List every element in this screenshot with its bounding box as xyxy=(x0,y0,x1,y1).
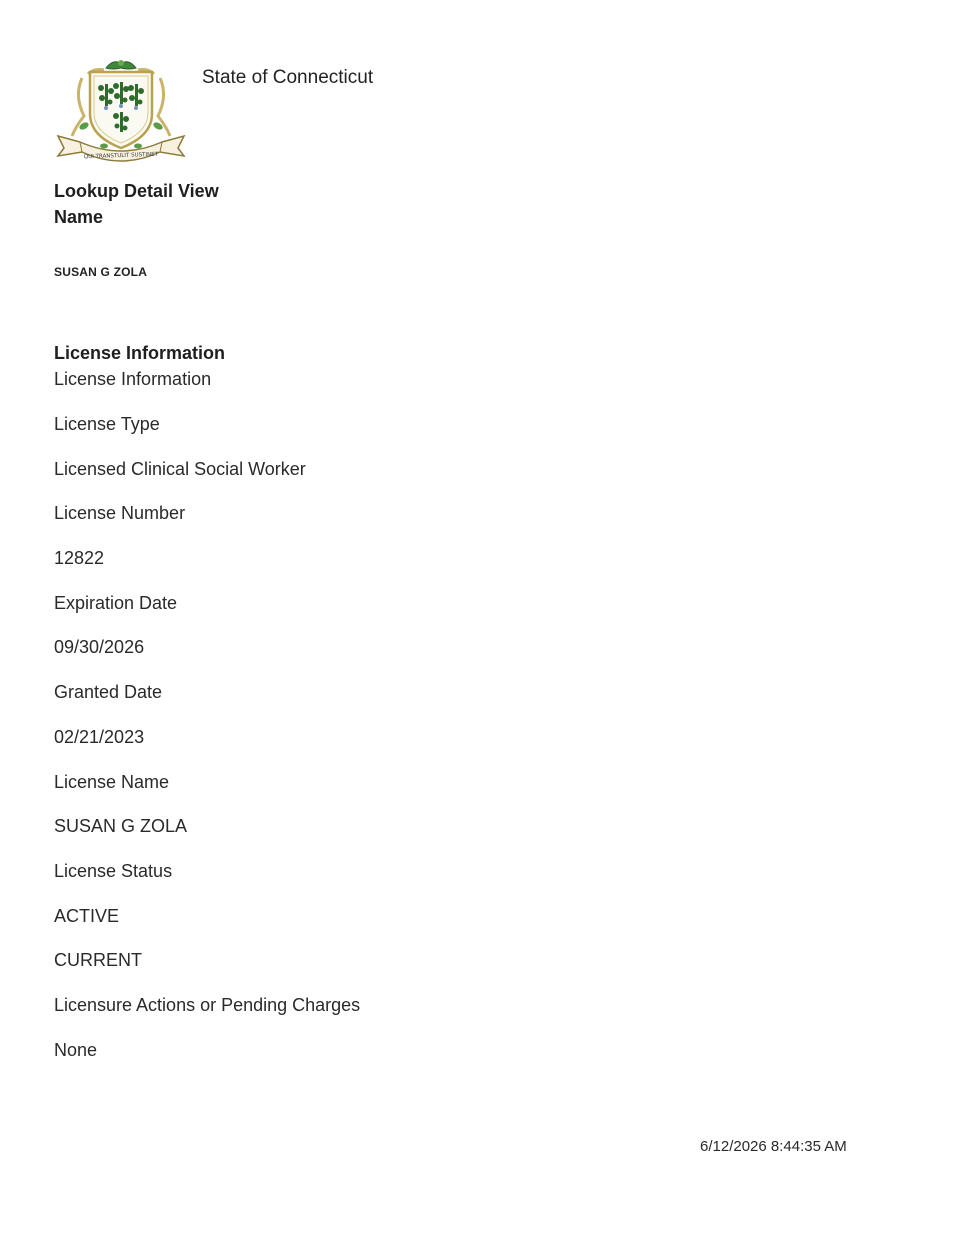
license-status-value: ACTIVE xyxy=(54,906,120,926)
name-heading: Name xyxy=(54,207,104,227)
license-number-label: License Number xyxy=(54,503,186,523)
licensure-actions-value: None xyxy=(54,1040,98,1060)
license-number-value: 12822 xyxy=(54,548,105,568)
license-section-subheading: License Information xyxy=(54,369,212,389)
print-timestamp: 6/12/2026 8:44:35 AM xyxy=(700,1138,847,1155)
page-title: Lookup Detail View xyxy=(54,181,219,201)
license-type-label: License Type xyxy=(54,414,160,434)
license-name-value: SUSAN G ZOLA xyxy=(54,816,188,836)
granted-date-label: Granted Date xyxy=(54,682,163,702)
license-type-value: Licensed Clinical Social Worker xyxy=(54,459,306,479)
state-seal-logo xyxy=(54,56,188,168)
license-status-label: License Status xyxy=(54,861,173,881)
expiration-date-label: Expiration Date xyxy=(54,593,178,613)
granted-date-value: 02/21/2023 xyxy=(54,727,145,747)
seal-motto-text: QUI TRANSTULIT SUSTINET xyxy=(83,151,159,161)
licensure-actions-label: Licensure Actions or Pending Charges xyxy=(54,995,361,1015)
license-substatus-value: CURRENT xyxy=(54,950,142,970)
name-value: SUSAN G ZOLA xyxy=(54,265,148,279)
license-name-label: License Name xyxy=(54,772,170,792)
expiration-date-value: 09/30/2026 xyxy=(54,637,145,657)
state-name: State of Connecticut xyxy=(202,67,374,88)
license-section-heading: License Information xyxy=(54,343,226,363)
